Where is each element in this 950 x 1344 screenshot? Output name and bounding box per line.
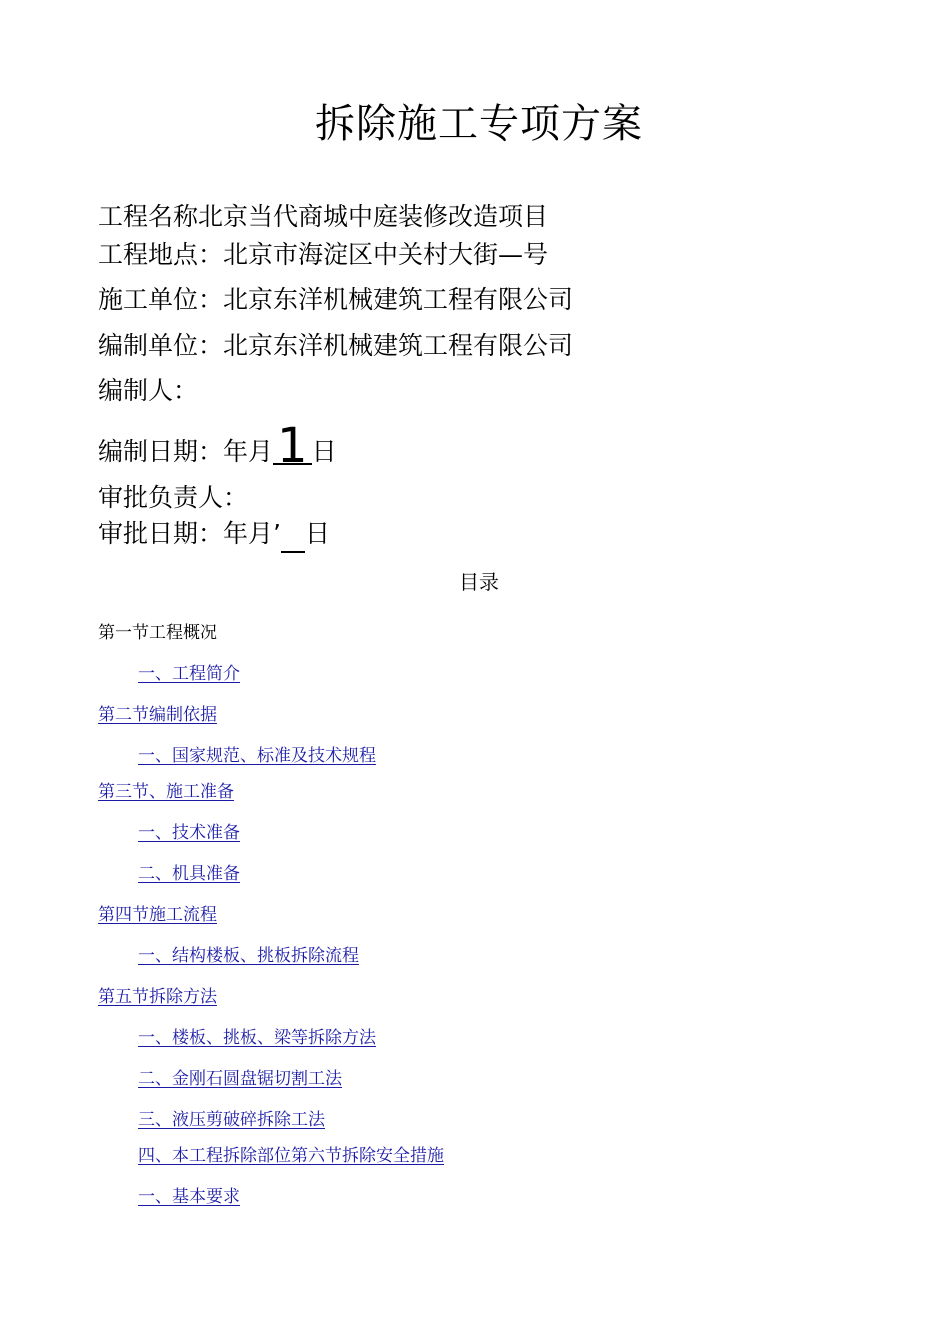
project-location: 工程地点：北京市海淀区中关村大街—号: [98, 240, 549, 269]
compile-date-prefix: 编制日期：年月: [98, 437, 274, 466]
toc-item-section-2[interactable]: 第二节编制依据: [98, 705, 217, 725]
approver: 审批负责人：: [98, 483, 249, 512]
toc-item-6-1[interactable]: 一、基本要求: [138, 1187, 240, 1207]
construction-unit: 施工单位：北京东洋机械建筑工程有限公司: [98, 285, 574, 314]
toc-item-2-1[interactable]: 一、国家规范、标准及技术规程: [138, 746, 376, 766]
compile-date: [98, 418, 337, 474]
toc-item-1-1[interactable]: 一、工程简介: [138, 664, 240, 684]
toc-item-section-5[interactable]: 第五节拆除方法: [98, 987, 217, 1007]
compiling-unit: 编制单位：北京东洋机械建筑工程有限公司: [98, 331, 574, 360]
compile-date-day: 1: [273, 429, 312, 465]
approve-date-prefix: 审批日期：年月’: [98, 519, 281, 548]
toc-item-section-1: 第一节工程概况: [98, 623, 217, 643]
document-title: 拆除施工专项方案: [315, 101, 643, 147]
approve-date-suffix: 日: [304, 519, 330, 548]
approve-date: [98, 517, 330, 553]
toc-heading: 目录: [459, 570, 499, 594]
compile-date-suffix: 日: [311, 437, 337, 466]
toc-item-5-3[interactable]: 三、液压剪破碎拆除工法: [138, 1110, 325, 1130]
toc-item-5-1[interactable]: 一、楼板、挑板、梁等拆除方法: [138, 1028, 376, 1048]
toc-item-5-4[interactable]: 四、本工程拆除部位第六节拆除安全措施: [138, 1146, 444, 1166]
toc-item-section-4[interactable]: 第四节施工流程: [98, 905, 217, 925]
toc-item-4-1[interactable]: 一、结构楼板、挑板拆除流程: [138, 946, 359, 966]
toc-item-3-2[interactable]: 二、机具准备: [138, 864, 240, 884]
project-name: 工程名称北京当代商城中庭装修改造项目: [98, 202, 549, 231]
toc-item-5-2[interactable]: 二、金刚石圆盘锯切割工法: [138, 1069, 342, 1089]
compiler: 编制人：: [98, 376, 199, 405]
approve-date-blank: [281, 517, 305, 553]
toc-item-section-3[interactable]: 第三节、施工准备: [98, 782, 234, 802]
toc-item-3-1[interactable]: 一、技术准备: [138, 823, 240, 843]
